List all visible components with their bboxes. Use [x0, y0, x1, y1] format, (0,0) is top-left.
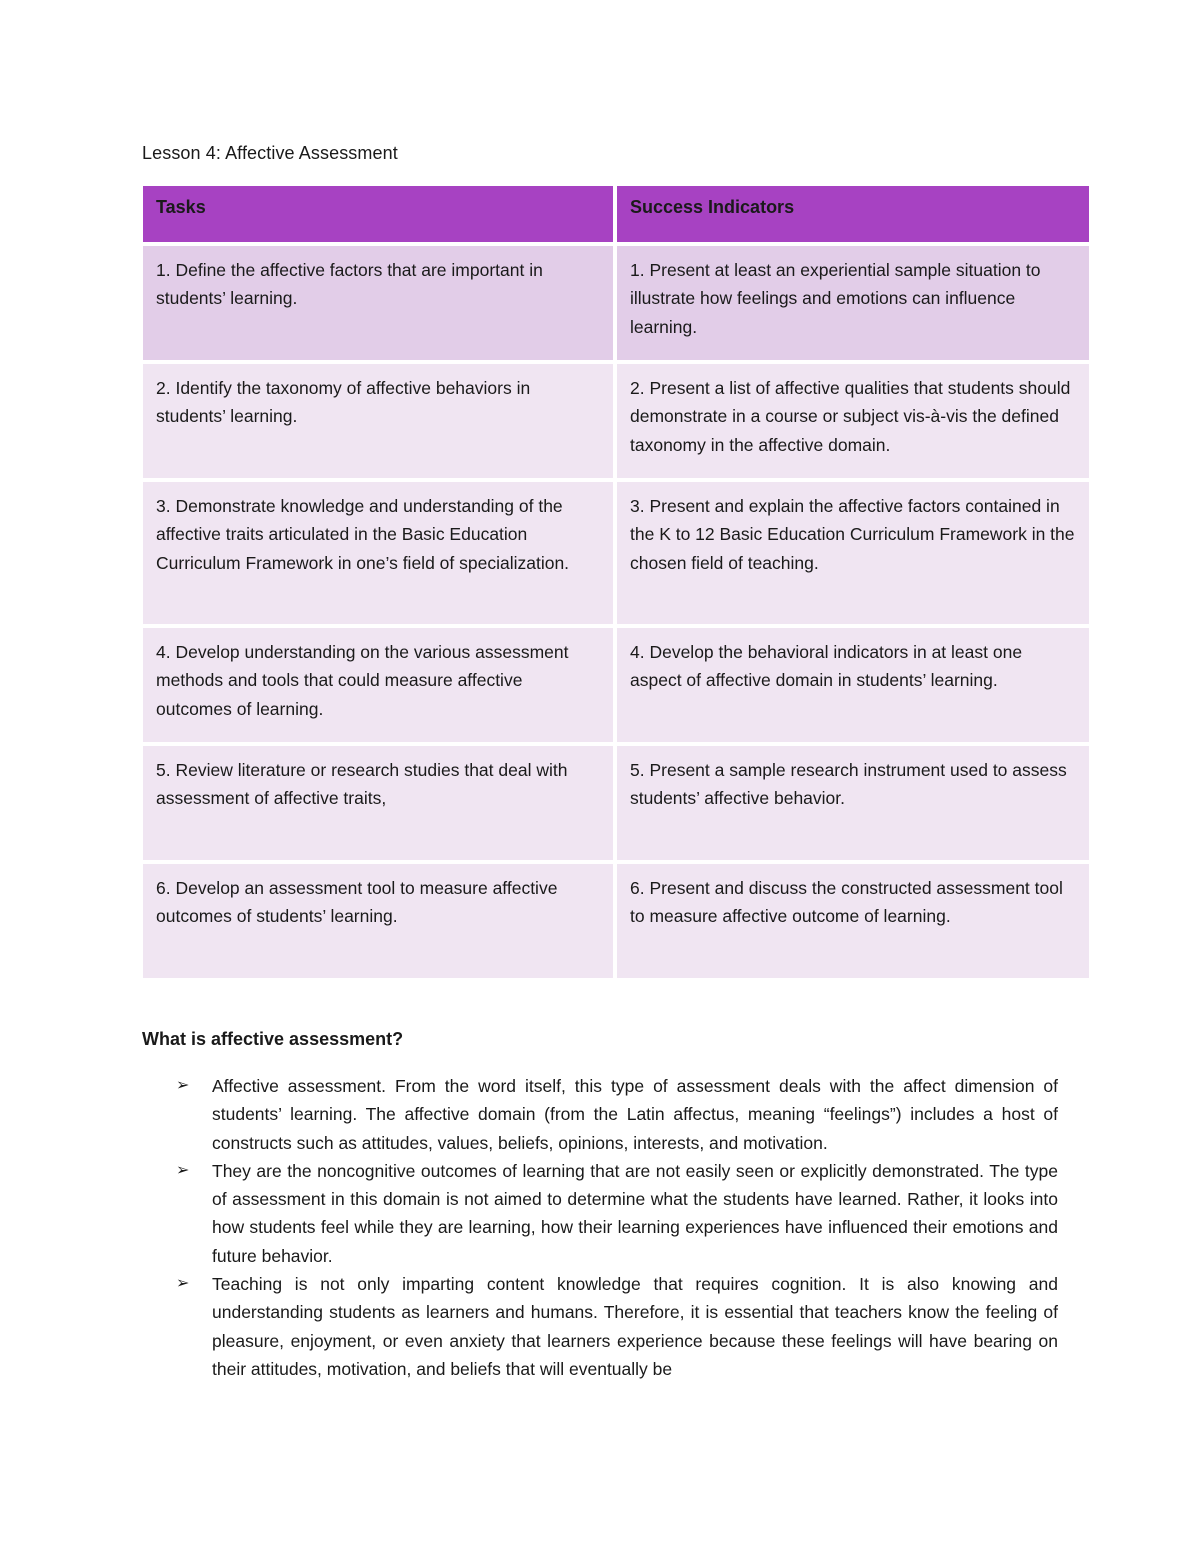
table-row: [143, 746, 1089, 860]
list-item-text: Affective assessment. From the word itself, this type of assessment deals with the affect dimension of students’ learning. The affective domain (from the Latin affectus, meaning “feelings”) includes a host of constructs such as attitudes, values, beliefs, opinions, interests, and motivation.: [212, 1076, 1058, 1153]
task-cell: 1. Define the affective factors that are important in students’ learning.: [143, 246, 613, 360]
section-heading: What is affective assessment?: [142, 1029, 404, 1049]
indicator-cell: 1. Present at least an experiential sample situation to illustrate how feelings and emotions can influence learning.: [617, 246, 1089, 360]
task-cell: 5. Review literature or research studies that deal with assessment of affective traits,: [143, 746, 613, 860]
table-row: [143, 628, 1089, 742]
list-item: [142, 1270, 1058, 1383]
bullet-list: [142, 1072, 1058, 1383]
table-row: [143, 482, 1089, 624]
table-row: [143, 364, 1089, 478]
list-item: [142, 1072, 1058, 1157]
list-item-text: They are the noncognitive outcomes of learning that are not easily seen or explicitly demonstrated. The type of assessment in this domain is not aimed to determine what the students have learned. Rather, it looks into how students feel while they are learning, how their learning experiences have influenced their emotions and future behavior.: [212, 1160, 1058, 1266]
table-row: [143, 864, 1089, 978]
indicator-cell: 2. Present a list of affective qualities that students should demonstrate in a course or subject vis-à-vis the defined taxonomy in the affective domain.: [617, 364, 1089, 478]
table-header-row: [143, 186, 1089, 242]
arrow-bullet-icon: ➢: [176, 1275, 190, 1293]
table-row: [143, 246, 1089, 360]
task-cell: 2. Identify the taxonomy of affective behaviors in students’ learning.: [143, 364, 613, 478]
indicator-cell: 4. Develop the behavioral indicators in at least one aspect of affective domain in students’ learning.: [617, 628, 1089, 742]
indicator-cell: 3. Present and explain the affective factors contained in the K to 12 Basic Education Curriculum Framework in the chosen field of teaching.: [617, 482, 1089, 624]
task-cell: 4. Develop understanding on the various assessment methods and tools that could measure affective outcomes of learning.: [143, 628, 613, 742]
list-item-text: Teaching is not only imparting content knowledge that requires cognition. It is also knowing and understanding students as learners and humans. Therefore, it is essential that teachers know the feeling of pleasure, enjoyment, or even anxiety that learners experience because these feelings will have bearing on their attitudes, motivation, and beliefs that will eventually be: [212, 1274, 1058, 1379]
column-header-tasks: Tasks: [143, 186, 613, 242]
page-title: Lesson 4: Affective Assessment: [142, 143, 398, 163]
indicator-cell: 5. Present a sample research instrument used to assess students’ affective behavior.: [617, 746, 1089, 860]
column-header-success-indicators: Success Indicators: [617, 186, 1089, 242]
list-item: [142, 1157, 1058, 1270]
indicator-cell: 6. Present and discuss the constructed assessment tool to measure affective outcome of learning.: [617, 864, 1089, 978]
arrow-bullet-icon: ➢: [176, 1161, 190, 1179]
arrow-bullet-icon: ➢: [176, 1077, 190, 1094]
task-cell: 3. Demonstrate knowledge and understanding of the affective traits articulated in the Basic Education Curriculum Framework in one’s field of specialization.: [143, 482, 613, 624]
task-cell: 6. Develop an assessment tool to measure affective outcomes of students’ learning.: [143, 864, 613, 978]
tasks-table: [139, 182, 1093, 982]
